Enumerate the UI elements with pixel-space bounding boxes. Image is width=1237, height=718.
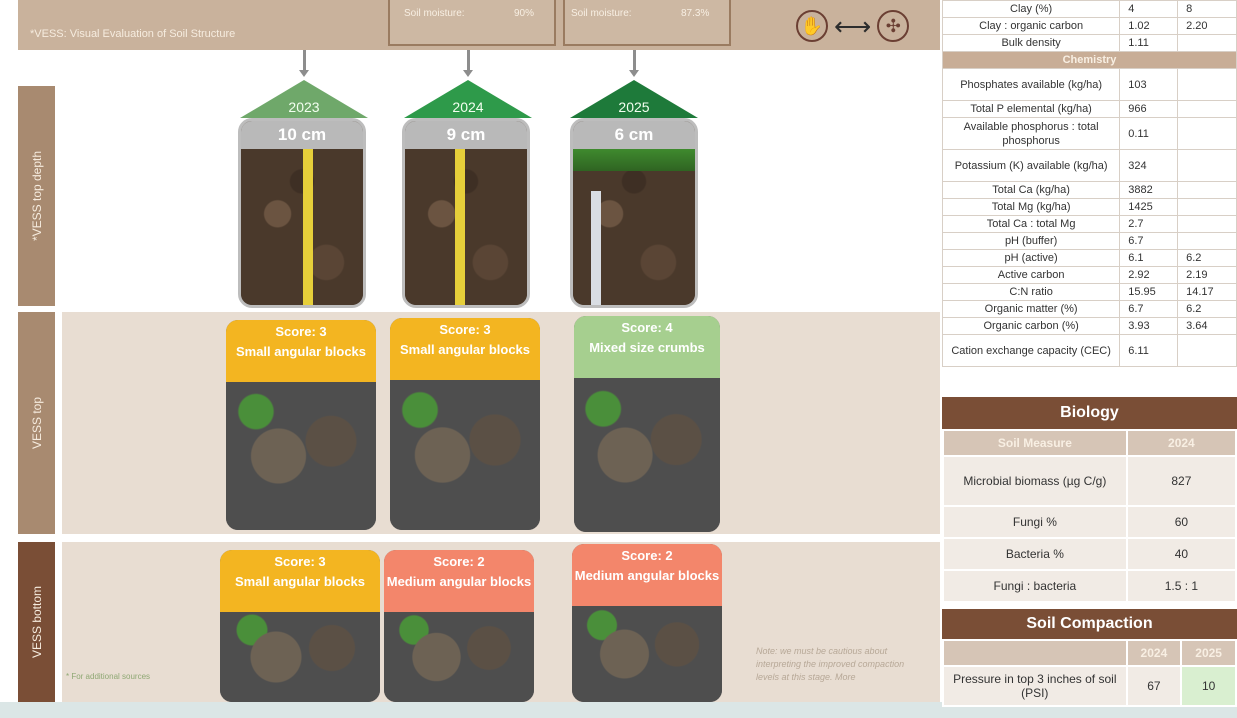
table-row [943, 284, 1237, 301]
col-soil-measure: Soil Measure [943, 430, 1127, 456]
score-header [220, 550, 380, 612]
score-header [572, 544, 722, 606]
measuring-tape [303, 149, 313, 308]
row-label: Organic matter (%) [943, 301, 1120, 318]
row-value: 0.11 [1120, 118, 1178, 150]
vess-bottom-card-2025 [572, 544, 722, 702]
vess-banner [18, 0, 940, 50]
row-label: Total Mg (kg/ha) [943, 199, 1120, 216]
row-value: 103 [1120, 69, 1178, 101]
score-header [390, 318, 540, 380]
row-value: 6.11 [1120, 335, 1178, 367]
score-description: Mixed size crumbs [589, 340, 705, 355]
vess-bottom-card-2024 [384, 550, 534, 702]
score-value: Score: 4 [621, 320, 673, 335]
soil-sample-image [384, 612, 534, 702]
row-value: 6.1 [1120, 250, 1178, 267]
biology-title: Biology [942, 397, 1237, 429]
row-value: 324 [1120, 150, 1178, 182]
soil-moisture-label: Soil moisture: [404, 8, 465, 19]
row-value [1178, 35, 1237, 52]
section-vess-bottom [18, 542, 55, 702]
table-row [943, 69, 1237, 101]
row-value: 1425 [1120, 199, 1178, 216]
row-value: 40 [1127, 538, 1236, 570]
row-label: Clay (%) [943, 1, 1120, 18]
row-label: pH (buffer) [943, 233, 1120, 250]
row-value: 1.5 : 1 [1127, 570, 1236, 602]
row-value: 6.7 [1120, 301, 1178, 318]
relationship-icons [796, 8, 946, 44]
soil-moisture-value: 90% [514, 8, 535, 19]
connector-2024 [467, 50, 470, 72]
row-value: 2.7 [1120, 216, 1178, 233]
row-value: 6.2 [1178, 301, 1237, 318]
year-label: 2025 [618, 99, 650, 115]
compaction-note: Note: we must be cautious about interpreting the improved compaction levels at this stage. More [756, 646, 905, 682]
row-value: 2.19 [1178, 267, 1237, 284]
row-value: 2.92 [1120, 267, 1178, 284]
row-value: 14.17 [1178, 284, 1237, 301]
footnote: * For additional sources [66, 672, 151, 681]
table-row [943, 1, 1237, 18]
section-label: VESS bottom [29, 585, 44, 659]
row-value: 827 [1127, 456, 1236, 506]
row-label: Potassium (K) available (kg/ha) [943, 150, 1120, 182]
chemistry-section-row [943, 52, 1237, 69]
row-label: Active carbon [943, 267, 1120, 284]
soil-sample-image [390, 380, 540, 530]
soil-hand-icon: ✋ [796, 10, 828, 42]
table-row [943, 118, 1237, 150]
row-value [1178, 69, 1237, 101]
soil-data-panel [942, 0, 1237, 718]
soil-structure-icon: ✣ [877, 10, 909, 42]
soil-moisture-label: Soil moisture: [571, 8, 632, 19]
row-value: 3882 [1120, 182, 1178, 199]
score-description: Medium angular blocks [386, 574, 532, 589]
vess-top-card-2024 [390, 318, 540, 530]
table-row [943, 538, 1236, 570]
score-value: Score: 2 [433, 554, 485, 569]
biology-header-row [943, 430, 1236, 456]
score-header [574, 316, 720, 378]
row-value: 4 [1120, 1, 1178, 18]
depth-value: 10 cm [241, 121, 363, 149]
table-row [943, 250, 1237, 267]
score-description: Small angular blocks [234, 574, 366, 589]
connector-arrow [299, 70, 309, 77]
table-row [943, 199, 1237, 216]
row-value: 15.95 [1120, 284, 1178, 301]
soil-pit-image [405, 149, 527, 308]
depth-value: 9 cm [405, 121, 527, 149]
row-value [1178, 335, 1237, 367]
vess-top-card-2023 [226, 320, 376, 530]
row-label: Total Ca : total Mg [943, 216, 1120, 233]
row-value [1178, 150, 1237, 182]
measuring-ruler [591, 191, 601, 308]
table-row [943, 233, 1237, 250]
table-row [943, 35, 1237, 52]
row-value: 1.11 [1120, 35, 1178, 52]
score-description: Medium angular blocks [574, 568, 720, 583]
col-year: 2024 [1127, 430, 1236, 456]
row-value: 3.93 [1120, 318, 1178, 335]
row-value [1178, 182, 1237, 199]
depth-photo-2023 [238, 118, 366, 308]
section-vess-top [18, 312, 55, 534]
row-label: Fungi : bacteria [943, 570, 1127, 602]
table-row [943, 182, 1237, 199]
connector-2023 [303, 50, 306, 72]
row-value: 6.7 [1120, 233, 1178, 250]
measuring-tape [455, 149, 465, 308]
chemistry-table [942, 0, 1237, 367]
table-row [943, 570, 1236, 602]
row-label: Clay : organic carbon [943, 18, 1120, 35]
compaction-table [942, 639, 1237, 707]
vess-bottom-card-2023 [220, 550, 380, 702]
row-label: Available phosphorus : total phosphorus [943, 118, 1120, 150]
soil-sample-image [574, 378, 720, 532]
row-value: 1.02 [1120, 18, 1178, 35]
row-value [1178, 101, 1237, 118]
table-row [943, 150, 1237, 182]
chemistry-label: Chemistry [943, 52, 1237, 69]
score-value: Score: 2 [621, 548, 673, 563]
section-top-depth [18, 86, 55, 306]
row-value: 966 [1120, 101, 1178, 118]
soil-sample-image [572, 606, 722, 702]
row-label: pH (active) [943, 250, 1120, 267]
row-label: Bacteria % [943, 538, 1127, 570]
row-value: 3.64 [1178, 318, 1237, 335]
compaction-header-row [943, 640, 1236, 666]
score-description: Small angular blocks [399, 342, 531, 357]
row-label: Cation exchange capacity (CEC) [943, 335, 1120, 367]
table-row [943, 335, 1237, 367]
row-value [1178, 216, 1237, 233]
soil-moisture-box-2024 [388, 0, 556, 46]
soil-sample-image [226, 382, 376, 530]
soil-moisture-box-2025 [563, 0, 731, 46]
compaction-title: Soil Compaction [942, 609, 1237, 639]
table-row [943, 18, 1237, 35]
grass-top [573, 149, 695, 171]
score-header [384, 550, 534, 612]
row-label: C:N ratio [943, 284, 1120, 301]
score-value: Score: 3 [439, 322, 491, 337]
row-value [1178, 233, 1237, 250]
value-2024: 67 [1127, 666, 1182, 706]
connector-2025 [633, 50, 636, 72]
table-row [943, 506, 1236, 538]
section-label: *VESS top depth [29, 150, 44, 242]
table-row [943, 456, 1236, 506]
row-value: 60 [1127, 506, 1236, 538]
row-value: 2.20 [1178, 18, 1237, 35]
score-value: Score: 3 [275, 324, 327, 339]
score-value: Score: 3 [274, 554, 326, 569]
row-label: Bulk density [943, 35, 1120, 52]
col-2025: 2025 [1181, 640, 1236, 666]
score-description: Small angular blocks [235, 344, 367, 359]
score-header [226, 320, 376, 382]
table-row [943, 216, 1237, 233]
soil-moisture-value: 87.3% [681, 8, 710, 19]
double-arrow-icon: ⟷ [834, 10, 872, 41]
connector-arrow [629, 70, 639, 77]
table-row [943, 666, 1236, 706]
table-row [943, 318, 1237, 335]
soil-sample-image [220, 612, 380, 702]
value-2025: 10 [1181, 666, 1236, 706]
depth-value: 6 cm [573, 121, 695, 149]
col-2024: 2024 [1127, 640, 1182, 666]
row-value [1178, 199, 1237, 216]
year-label: 2024 [452, 99, 484, 115]
table-row [943, 267, 1237, 284]
row-label: Total Ca (kg/ha) [943, 182, 1120, 199]
row-label: Organic carbon (%) [943, 318, 1120, 335]
biology-table [942, 429, 1237, 603]
section-label: VESS top [29, 396, 44, 450]
depth-photo-2024 [402, 118, 530, 308]
row-label: Total P elemental (kg/ha) [943, 101, 1120, 118]
row-value: 6.2 [1178, 250, 1237, 267]
connector-arrow [463, 70, 473, 77]
row-value [1178, 118, 1237, 150]
banner-title: *VESS: Visual Evaluation of Soil Structure [30, 28, 236, 40]
table-row [943, 301, 1237, 318]
row-label: Phosphates available (kg/ha) [943, 69, 1120, 101]
depth-photo-2025 [570, 118, 698, 308]
vess-top-card-2025 [574, 316, 720, 532]
row-value: 8 [1178, 1, 1237, 18]
row-label: Pressure in top 3 inches of soil (PSI) [943, 666, 1127, 706]
table-row [943, 101, 1237, 118]
soil-pit-image [241, 149, 363, 308]
row-label: Fungi % [943, 506, 1127, 538]
year-label: 2023 [288, 99, 320, 115]
row-label: Microbial biomass (µg C/g) [943, 456, 1127, 506]
